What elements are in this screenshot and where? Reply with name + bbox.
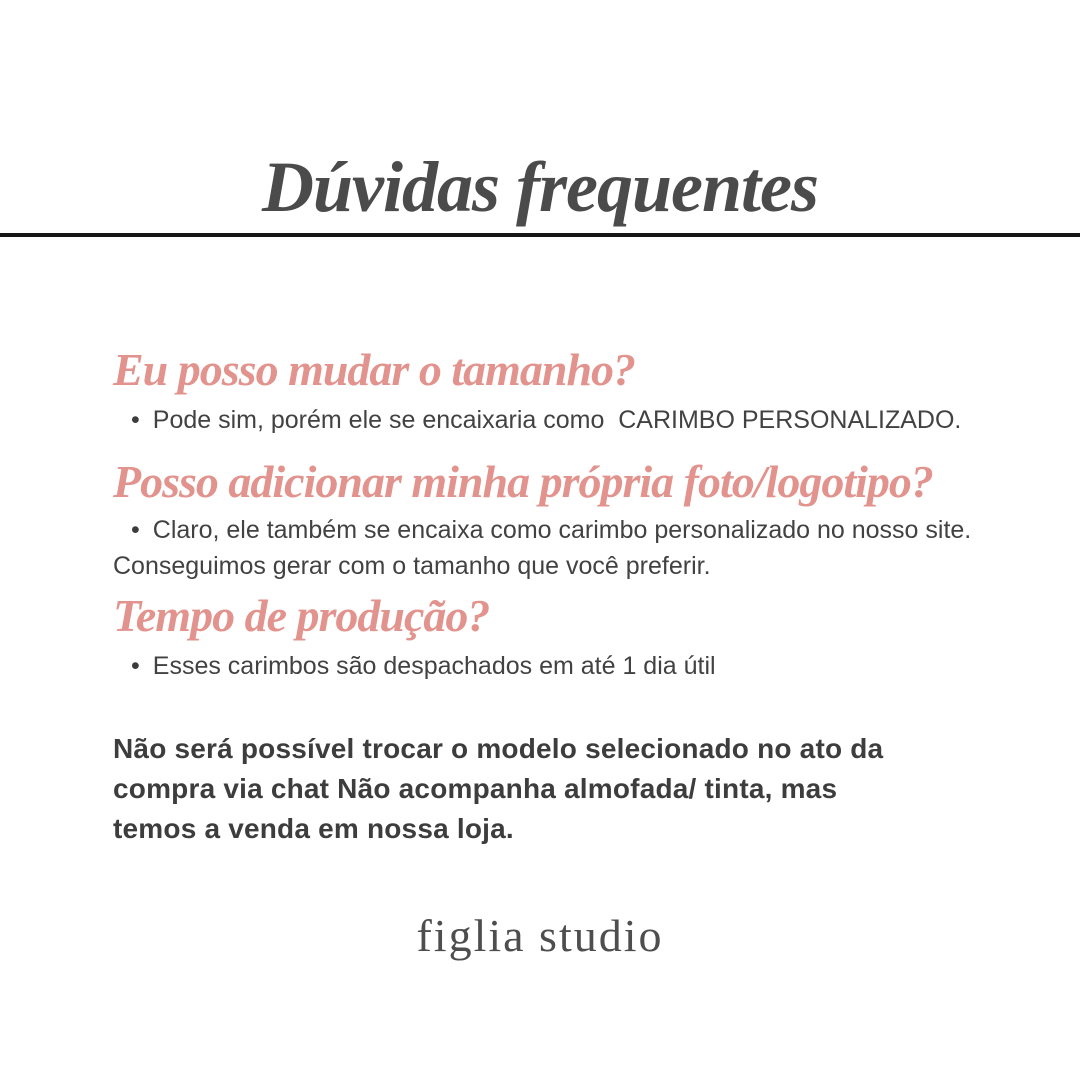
faq-answer-size [113,402,993,438]
faq-question-size: Eu posso mudar o tamanho? [113,344,636,395]
faq-answer-production-time-text: Esses carimbos são despachados em até 1 dia útil [152,652,716,680]
bullet-icon: • [131,516,140,544]
bullet-icon: • [131,652,140,680]
faq-answer-size-text: Pode sim, porém ele se encaixaria como CARIMBO PERSONALIZADO. [152,406,962,434]
bullet-icon: • [131,406,140,434]
faq-question-photo-logo: Posso adicionar minha própria foto/logotipo? [113,456,933,507]
faq-answer-photo-logo [113,512,993,584]
faq-answer-photo-logo-text: Claro, ele também se encaixa como carimbo personalizado no nosso site. Conseguimos gerar com o tamanho que você preferir. [113,516,979,580]
brand-logo: figlia studio [416,910,664,961]
faq-question-production-time: Tempo de produção? [113,590,490,641]
disclaimer-note: Não será possível trocar o modelo selecionado no ato da compra via chat Não acompanha almofada/ tinta, mas temos a venda em nossa loja. [113,733,884,844]
title-divider-line [0,233,1080,237]
faq-answer-production-time [113,648,993,684]
page-title: Dúvidas frequentes [262,147,818,228]
